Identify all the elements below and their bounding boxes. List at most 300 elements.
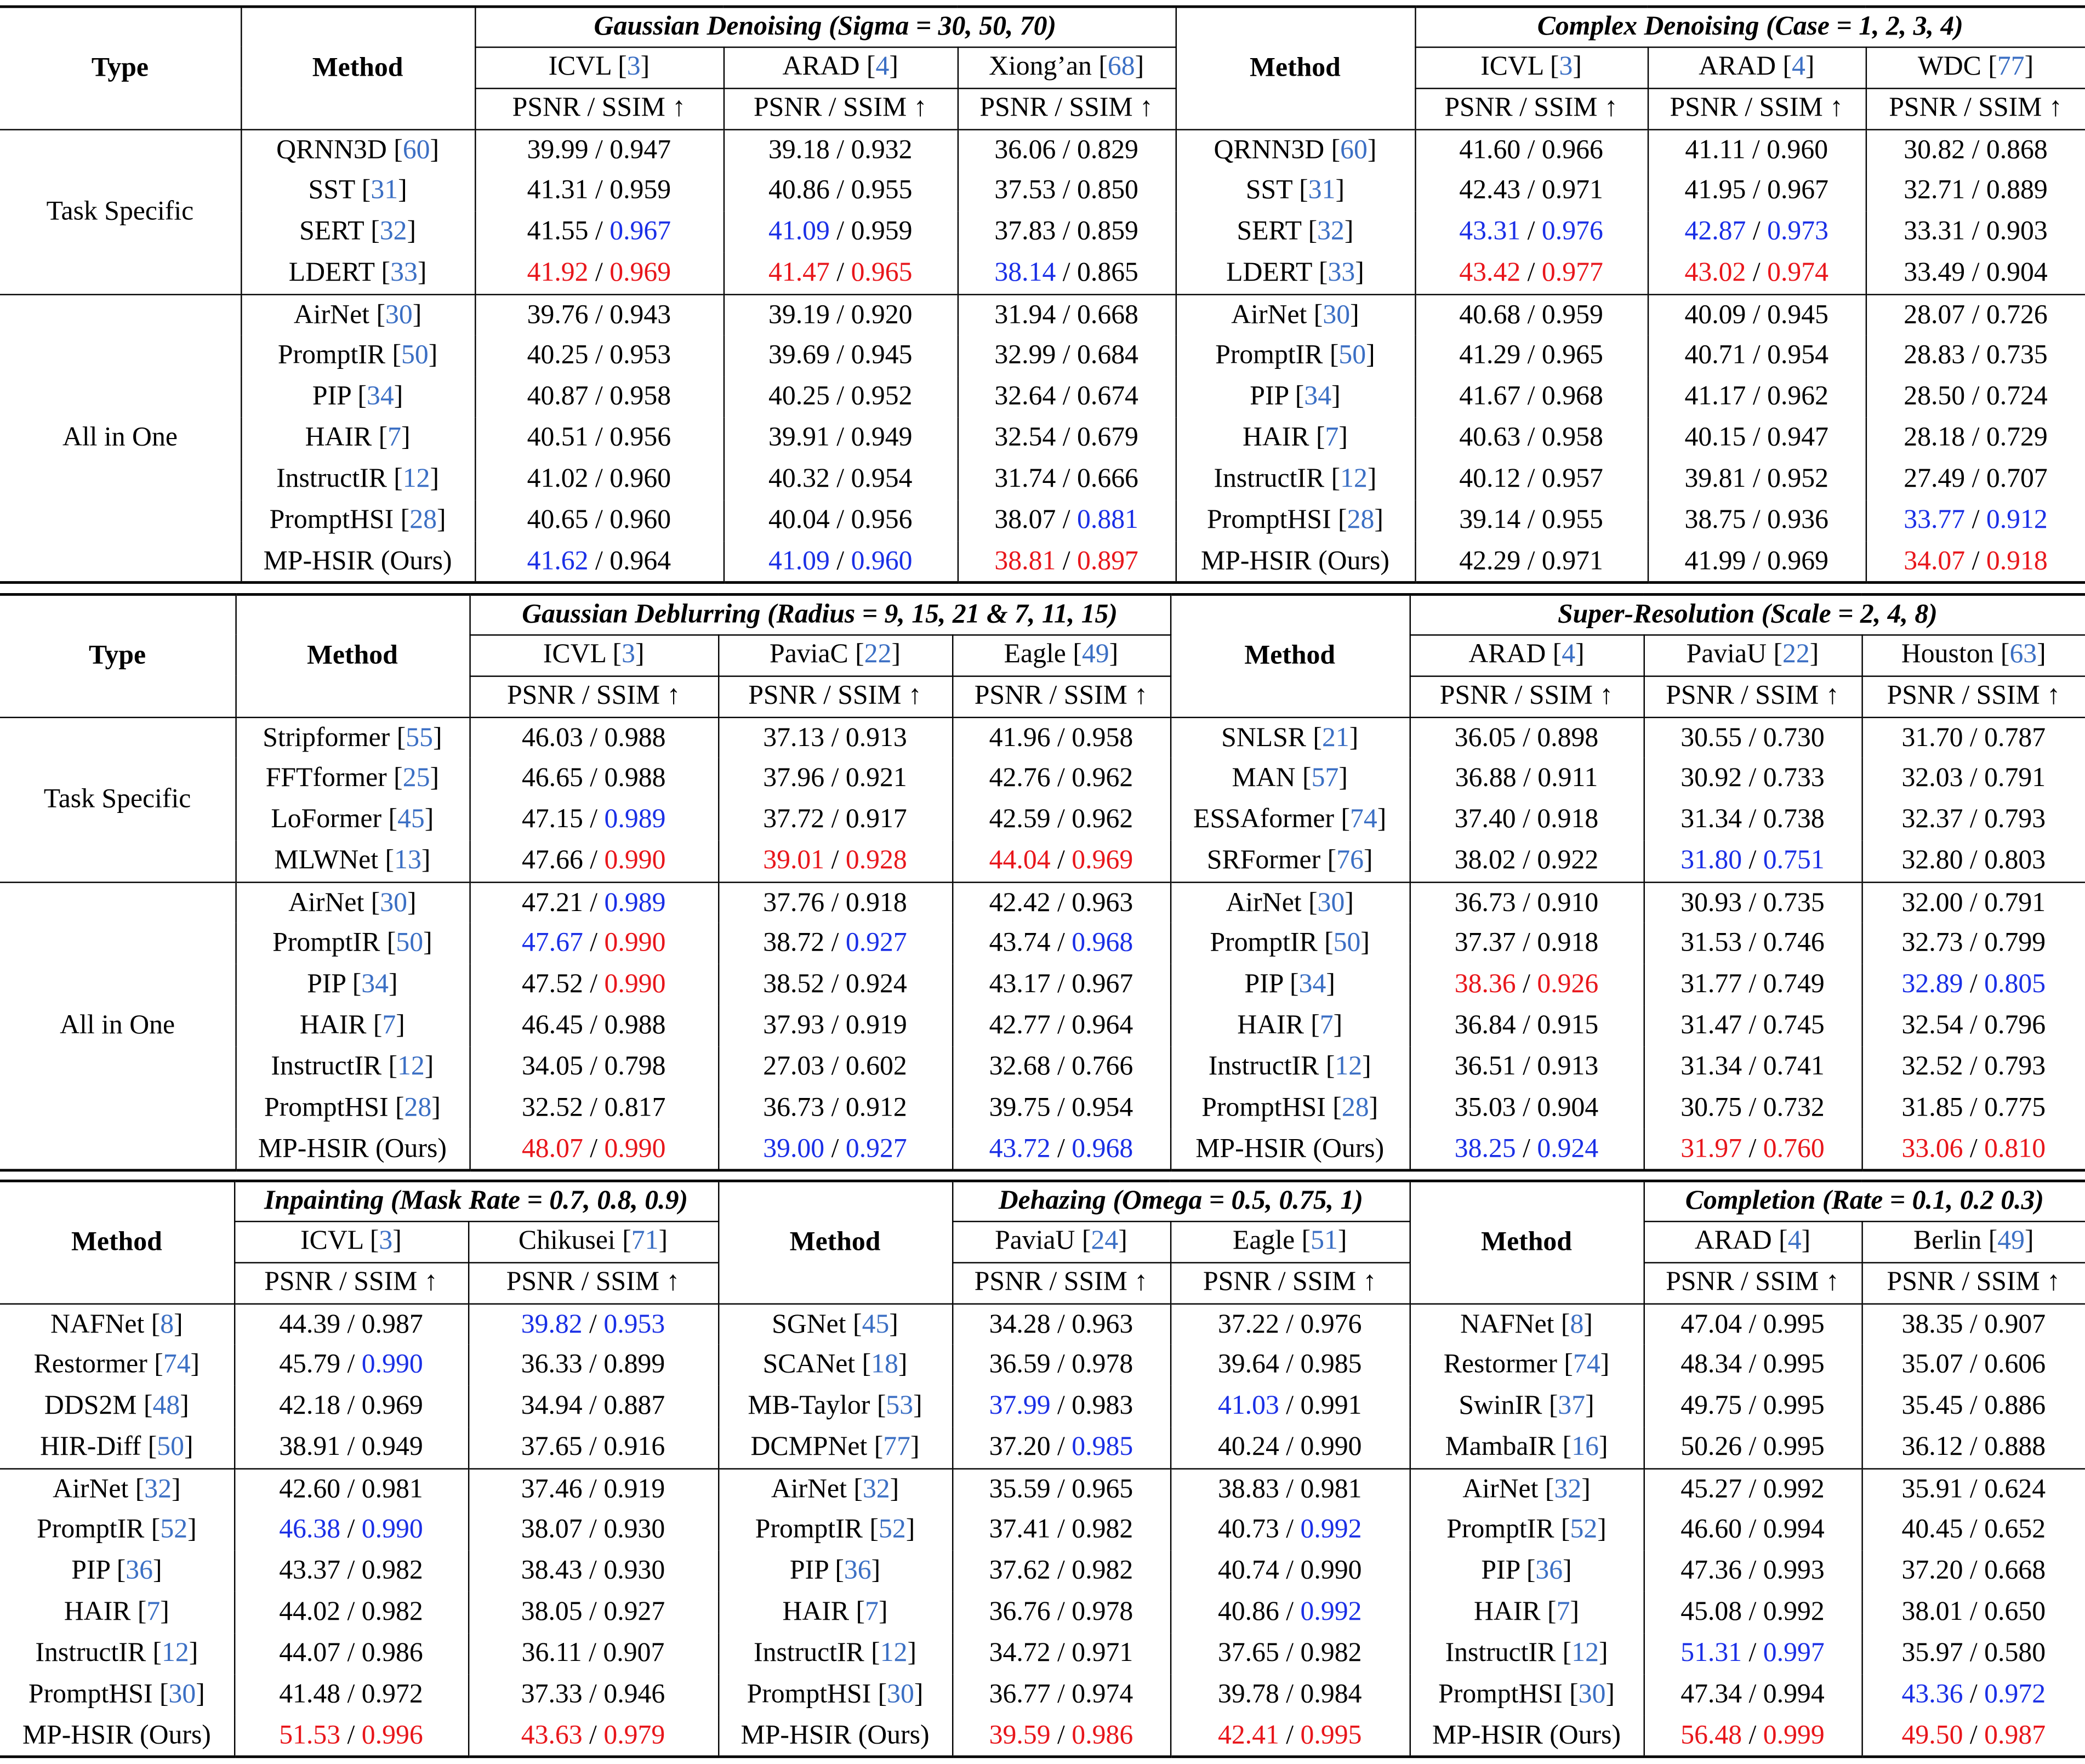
psnr-value: 38.36 [1454,970,1516,999]
method-name: AirNet [293,300,370,329]
method-name: AirNet [1231,300,1307,329]
psnr-value: 42.43 [1459,175,1521,206]
result-cell: 40.86 / 0.992 [1170,1592,1410,1633]
result-cell: 41.48 / 0.972 [234,1674,468,1715]
ssim-value: 0.930 [603,1556,665,1586]
psnr-value: 46.03 [521,722,583,752]
psnr-value: 36.11 [521,1638,582,1668]
psnr-value: 32.99 [994,340,1056,371]
psnr-value: 37.93 [763,1011,825,1040]
method-name: PromptHSI [1201,1093,1326,1123]
ssim-value: 0.990 [1300,1556,1362,1586]
metric-header: PSNR / SSIM ↑ [718,675,952,716]
psnr-value: 41.99 [1684,546,1746,576]
ssim-value: 0.793 [1984,805,2046,834]
psnr-value: 43.31 [1459,217,1521,247]
psnr-value: 37.96 [763,764,825,793]
ssim-value: 0.580 [1984,1638,2046,1668]
ssim-value: 0.602 [845,1052,907,1082]
ssim-value: 0.967 [609,217,671,247]
ssim-value: 0.971 [1072,1638,1133,1668]
result-cell: 41.99 / 0.969 [1648,541,1866,582]
result-cell: 40.51 / 0.956 [475,418,724,459]
result-cell: 36.12 / 0.888 [1901,1432,2046,1462]
ssim-value: 0.924 [1537,1134,1599,1164]
result-cell: 39.81 / 0.952 [1648,459,1866,500]
method-citation: 77 [883,1432,911,1462]
method-cell: PromptHSI [30] [718,1674,952,1715]
ssim-value: 0.674 [1077,382,1138,412]
method-name: QRNN3D [276,135,387,164]
ssim-value: 0.977 [1541,258,1603,288]
result-cell: 38.02 / 0.922 [1410,840,1644,881]
psnr-value: 36.59 [989,1350,1051,1380]
ssim-value: 0.987 [1984,1720,2046,1750]
ssim-value: 0.962 [1072,764,1133,793]
ssim-value: 0.960 [609,464,671,494]
method-cell: HAIR [7] [1170,1005,1410,1046]
result-cell: 40.09 / 0.945 [1648,294,1866,335]
result-cell: 39.19 / 0.920 [724,294,958,335]
psnr-value: 36.88 [1455,764,1517,793]
result-cell: 39.59 / 0.986 [952,1716,1170,1757]
result-cell: 32.80 / 0.803 [1901,845,2046,875]
result-cell: 48.07 / 0.990 [469,1129,718,1170]
result-cell: 34.07 / 0.918 [1866,541,2085,582]
method-citation: 34 [1304,382,1332,412]
ssim-value: 0.959 [609,175,671,206]
psnr-value: 41.31 [527,175,589,206]
method-cell: PIP [34] [1176,377,1415,418]
psnr-value: 36.33 [521,1350,583,1380]
method-citation: 55 [406,722,434,752]
ssim-value: 0.799 [1984,928,2046,958]
method-cell: InstructIR [12] [1176,459,1415,500]
method-name: HAIR [305,423,372,453]
psnr-value: 41.62 [527,546,589,576]
ssim-value: 0.707 [1986,464,2048,494]
psnr-value: 47.36 [1680,1556,1742,1586]
result-cell: 40.65 / 0.960 [475,500,724,541]
result-cell: 40.45 / 0.652 [1901,1515,2046,1545]
method-name: SCANet [762,1350,856,1380]
result-cell: 39.69 / 0.945 [724,335,958,376]
method-citation: 30 [1317,887,1345,917]
psnr-value: 43.36 [1901,1680,1963,1710]
method-cell: InstructIR [12] [0,1633,234,1674]
result-cell: 43.37 / 0.982 [234,1551,468,1592]
method-citation: 34 [366,382,394,412]
dataset-header: ARAD [4] [1644,1221,1862,1262]
ssim-value: 0.992 [1300,1597,1362,1627]
method-citation: 30 [380,887,408,917]
psnr-value: 47.15 [521,805,583,834]
ssim-value: 0.888 [1984,1432,2046,1462]
method-cell: SST [31] [1176,170,1415,212]
table-row [0,1088,2085,1129]
result-cell: 37.65 / 0.982 [1170,1633,1410,1674]
dataset-citation: 24 [1091,1226,1119,1256]
result-cell: 33.77 / 0.912 [1904,505,2048,535]
dataset-citation: 4 [875,52,890,82]
ssim-value: 0.928 [845,845,907,875]
result-cell: 35.91 / 0.624 [1861,1468,2085,1509]
method-name: SGNet [772,1309,846,1339]
method-name: MB-Taylor [748,1391,870,1421]
method-name: PromptIR [1446,1515,1554,1545]
method-name: NAFNet [50,1309,145,1339]
dataset-citation: 3 [379,1226,393,1256]
method-citation: 30 [1323,300,1351,329]
type-label: Task Specific [0,717,235,882]
method-cell: HAIR [7] [1176,418,1415,459]
result-cell: 41.31 / 0.959 [475,170,724,212]
psnr-value: 46.65 [521,764,583,793]
method-name: PromptIR [755,1515,863,1545]
table-row [0,840,2085,881]
result-cell: 47.34 / 0.994 [1644,1674,1862,1715]
method-name: SERT [1237,217,1302,247]
method-citation: 50 [401,340,429,371]
psnr-value: 31.47 [1680,1011,1742,1040]
ssim-value: 0.922 [1537,845,1599,875]
psnr-value: 43.74 [989,928,1051,958]
psnr-value: 31.80 [1680,845,1742,875]
method-cell: MAN [57] [1170,758,1410,799]
psnr-value: 36.73 [763,1093,825,1123]
result-cell: 41.09 / 0.959 [724,212,958,253]
method-cell: PromptHSI [30] [1410,1674,1644,1715]
psnr-value: 42.59 [989,805,1051,834]
psnr-value: 40.15 [1684,423,1746,453]
psnr-value: 34.72 [989,1638,1051,1668]
dataset-name: ICVL [300,1226,363,1256]
result-cell: 41.11 / 0.960 [1648,129,1866,170]
result-cell: 39.00 / 0.927 [718,1129,952,1170]
method-cell: PIP [36] [718,1551,952,1592]
psnr-value: 35.97 [1901,1638,1963,1668]
method-header: Method [235,594,469,716]
method-cell: PromptHSI [30] [0,1674,234,1715]
method-name: DDS2M [44,1391,137,1421]
psnr-value: 39.82 [521,1309,583,1339]
ssim-value: 0.679 [1077,423,1138,453]
ssim-value: 0.927 [845,1134,907,1164]
ssim-value: 0.958 [1541,423,1603,453]
psnr-value: 42.41 [1217,1720,1279,1750]
ssim-value: 0.927 [603,1597,665,1627]
task-header: Gaussian Deblurring (Radius = 9, 15, 21 & 7, 11, 15) [469,594,1170,634]
method-cell: LDERT [33] [241,253,475,294]
ssim-value: 0.624 [1984,1474,2046,1504]
psnr-value: 28.50 [1904,382,1966,412]
psnr-value: 41.11 [1685,135,1746,164]
ssim-value: 0.791 [1984,764,2046,793]
method-cell: InstructIR [12] [1410,1633,1644,1674]
method-citation: 7 [1319,1011,1334,1040]
psnr-value: 43.72 [989,1134,1051,1164]
result-cell: 41.92 / 0.969 [475,253,724,294]
psnr-value: 42.29 [1459,546,1521,576]
method-name: MAN [1232,764,1296,793]
method-citation: 16 [1571,1432,1599,1462]
result-cell: 28.50 / 0.724 [1904,382,2048,412]
ssim-value: 0.982 [1072,1556,1133,1586]
method-name: HAIR [1237,1011,1304,1040]
psnr-value: 32.68 [989,1052,1051,1082]
psnr-value: 43.17 [989,970,1051,999]
psnr-value: 39.64 [1217,1350,1279,1380]
method-citation: 28 [1347,505,1375,535]
ssim-value: 0.982 [1072,1515,1133,1545]
method-citation: 30 [168,1680,196,1710]
result-cell: 37.41 / 0.982 [952,1510,1170,1551]
metric-header: PSNR / SSIM ↑ [1887,1267,2061,1297]
ssim-value: 0.969 [1072,845,1133,875]
metric-header: PSNR / SSIM ↑ [952,1262,1170,1303]
dataset-row [0,1221,2085,1262]
psnr-value: 39.99 [527,135,589,164]
result-cell: 42.77 / 0.964 [952,1005,1170,1046]
ssim-value: 0.957 [1541,464,1603,494]
type-label: All in One [0,294,241,582]
result-cell: 45.08 / 0.992 [1644,1592,1862,1633]
ssim-value: 0.953 [609,340,671,371]
metric-row [0,1262,2085,1303]
result-cell: 28.18 / 0.729 [1904,423,2048,453]
ssim-value: 0.760 [1763,1134,1825,1164]
dataset-header: ICVL [3] [469,634,718,675]
ssim-value: 0.652 [1984,1515,2046,1545]
psnr-value: 41.09 [768,546,830,576]
result-cell: 40.71 / 0.954 [1648,335,1866,376]
result-cell: 31.74 / 0.666 [958,459,1176,500]
table-row [0,1592,2085,1633]
method-citation: 13 [394,845,421,875]
ssim-value: 0.995 [1763,1432,1825,1462]
result-cell: 35.03 / 0.904 [1410,1088,1644,1129]
result-cell: 48.34 / 0.995 [1644,1345,1862,1386]
psnr-value: 36.84 [1454,1011,1516,1040]
ssim-value: 0.968 [1072,928,1133,958]
method-name: PIP [71,1556,110,1586]
task-header: Completion (Rate = 0.1, 0.2 0.3) [1644,1181,2085,1221]
dataset-header: ICVL [3] [475,47,724,88]
result-cell: 36.06 / 0.829 [958,129,1176,170]
method-citation: 30 [1578,1680,1606,1710]
table-row [0,1468,2085,1509]
dataset-header: ARAD [4] [1648,47,1866,88]
result-cell: 36.88 / 0.911 [1410,758,1644,799]
psnr-value: 40.65 [527,505,589,535]
method-name: MP-HSIR (Ours) [1200,546,1389,576]
result-cell: 40.24 / 0.990 [1170,1427,1410,1468]
task-header: Complex Denoising (Case = 1, 2, 3, 4) [1415,7,2085,47]
method-citation: 50 [1333,928,1361,958]
ssim-value: 0.959 [1541,300,1603,329]
result-cell: 46.45 / 0.988 [469,1005,718,1046]
result-cell: 37.53 / 0.850 [958,170,1176,212]
psnr-value: 41.03 [1217,1391,1279,1421]
ssim-value: 0.959 [851,217,913,247]
ssim-value: 0.967 [1767,175,1829,206]
method-cell [1170,1129,1410,1170]
method-name: InstructIR [1214,464,1325,494]
psnr-value: 42.18 [279,1391,341,1421]
ssim-value: 0.796 [1984,1011,2046,1040]
psnr-value: 40.24 [1217,1432,1279,1462]
ssim-value: 0.952 [851,382,913,412]
psnr-value: 30.92 [1680,764,1742,793]
psnr-value: 35.59 [989,1474,1051,1504]
result-cell: 41.47 / 0.965 [724,253,958,294]
method-citation: 12 [402,464,430,494]
ssim-value: 0.976 [1300,1309,1362,1339]
psnr-value: 49.50 [1901,1720,1963,1750]
psnr-value: 40.71 [1684,340,1746,371]
metric-header: PSNR / SSIM ↑ [1887,681,2061,711]
result-cell: 42.87 / 0.973 [1648,212,1866,253]
method-citation: 53 [886,1391,914,1421]
result-cell: 46.65 / 0.988 [469,758,718,799]
ssim-value: 0.729 [1986,423,2048,453]
dataset-name: ARAD [1699,52,1776,82]
psnr-value: 42.77 [989,1011,1051,1040]
psnr-value: 39.81 [1684,464,1746,494]
psnr-value: 38.52 [763,970,825,999]
result-cell: 38.91 / 0.949 [234,1427,468,1468]
psnr-value: 41.09 [768,217,830,247]
method-cell: NAFNet [8] [1410,1303,1644,1344]
psnr-value: 37.76 [763,887,825,917]
method-name: Restormer [1443,1350,1557,1380]
psnr-value: 35.45 [1901,1391,1963,1421]
psnr-value: 33.49 [1904,258,1966,288]
result-cell: 38.07 / 0.881 [958,500,1176,541]
psnr-value: 30.55 [1680,722,1742,752]
psnr-value: 31.77 [1680,970,1742,999]
psnr-value: 28.18 [1904,423,1966,453]
method-citation: 32 [1317,217,1345,247]
psnr-value: 38.72 [763,928,825,958]
dataset-header: Xiong’an [68] [958,47,1176,88]
result-cell: 36.51 / 0.913 [1410,1046,1644,1088]
ssim-value: 0.918 [845,887,907,917]
psnr-value: 38.14 [994,258,1056,288]
ssim-value: 0.960 [609,505,671,535]
psnr-value: 51.31 [1680,1638,1742,1668]
table-row [0,799,2085,840]
method-name: PromptIR [37,1515,145,1545]
result-cell: 37.65 / 0.916 [468,1427,718,1468]
ssim-value: 0.955 [1541,505,1603,535]
method-name: PromptIR [1215,340,1323,371]
psnr-value: 36.12 [1901,1432,1963,1462]
ssim-value: 0.984 [1300,1680,1362,1710]
method-citation: 45 [862,1309,890,1339]
method-citation: 32 [379,217,407,247]
metric-header: PSNR / SSIM ↑ [469,675,718,716]
method-name: InstructIR [1208,1052,1319,1082]
psnr-value: 39.18 [768,135,830,164]
method-cell: PromptIR [50] [241,335,475,376]
result-cell: 28.07 / 0.726 [1866,294,2085,335]
ssim-value: 0.982 [1300,1638,1362,1668]
ssim-value: 0.963 [1072,1309,1133,1339]
ssim-value: 0.978 [1072,1350,1133,1380]
ssim-value: 0.803 [1984,845,2046,875]
metric-header: PSNR / SSIM ↑ [952,675,1170,716]
ssim-value: 0.746 [1763,928,1825,958]
ssim-value: 0.918 [1537,805,1599,834]
psnr-value: 28.07 [1904,300,1966,329]
psnr-value: 37.40 [1454,805,1516,834]
method-cell: LDERT [33] [1176,253,1415,294]
ssim-value: 0.971 [1541,546,1603,576]
result-cell: 46.60 / 0.994 [1644,1510,1862,1551]
psnr-value: 40.25 [768,382,830,412]
method-name: FFTformer [265,764,387,793]
result-cell: 31.34 / 0.738 [1644,799,1862,840]
psnr-value: 45.79 [279,1350,341,1380]
method-cell: PromptIR [50] [1170,923,1410,964]
psnr-value: 28.83 [1904,340,1966,371]
ssim-value: 0.986 [361,1638,423,1668]
method-name: MP-HSIR (Ours) [22,1720,211,1750]
ssim-value: 0.991 [1300,1391,1362,1421]
ssim-value: 0.976 [1541,217,1603,247]
method-cell: AirNet [30] [241,294,475,335]
ssim-value: 0.724 [1986,382,2048,412]
method-name: InstructIR [754,1638,864,1668]
psnr-value: 39.01 [763,845,825,875]
ssim-value: 0.958 [609,382,671,412]
ssim-value: 0.735 [1763,887,1825,917]
psnr-value: 45.27 [1680,1474,1742,1504]
result-cell: 47.15 / 0.989 [469,799,718,840]
result-cell: 43.42 / 0.977 [1415,253,1648,294]
ssim-value: 0.907 [1984,1309,2046,1339]
ssim-value: 0.968 [1541,382,1603,412]
psnr-value: 40.86 [768,175,830,206]
method-cell: PIP [34] [1170,964,1410,1005]
method-cell: ESSAformer [74] [1170,799,1410,840]
psnr-value: 44.02 [279,1597,341,1627]
method-cell: PIP [34] [241,377,475,418]
method-name: NAFNet [1460,1309,1554,1339]
method-name: PIP [789,1556,828,1586]
method-citation: 31 [1308,175,1336,206]
method-cell: Restormer [74] [0,1345,234,1386]
method-name: PromptIR [1210,928,1318,958]
table-deblurring-sr [0,593,2085,1171]
ssim-value: 0.898 [1537,722,1599,752]
method-cell: HAIR [7] [241,418,475,459]
ssim-value: 0.992 [1763,1597,1825,1627]
psnr-value: 47.04 [1680,1309,1742,1339]
result-cell: 32.64 / 0.674 [958,377,1176,418]
psnr-value: 38.07 [521,1515,583,1545]
type-header: Type [0,594,235,716]
method-cell: NAFNet [8] [0,1303,234,1344]
method-cell: MLWNet [13] [235,840,469,881]
method-citation: 12 [1335,1052,1363,1082]
method-name: MP-HSIR (Ours) [1195,1134,1385,1164]
ssim-value: 0.741 [1763,1052,1825,1082]
psnr-value: 33.77 [1904,505,1966,535]
psnr-value: 36.76 [989,1597,1051,1627]
psnr-value: 41.67 [1459,382,1521,412]
